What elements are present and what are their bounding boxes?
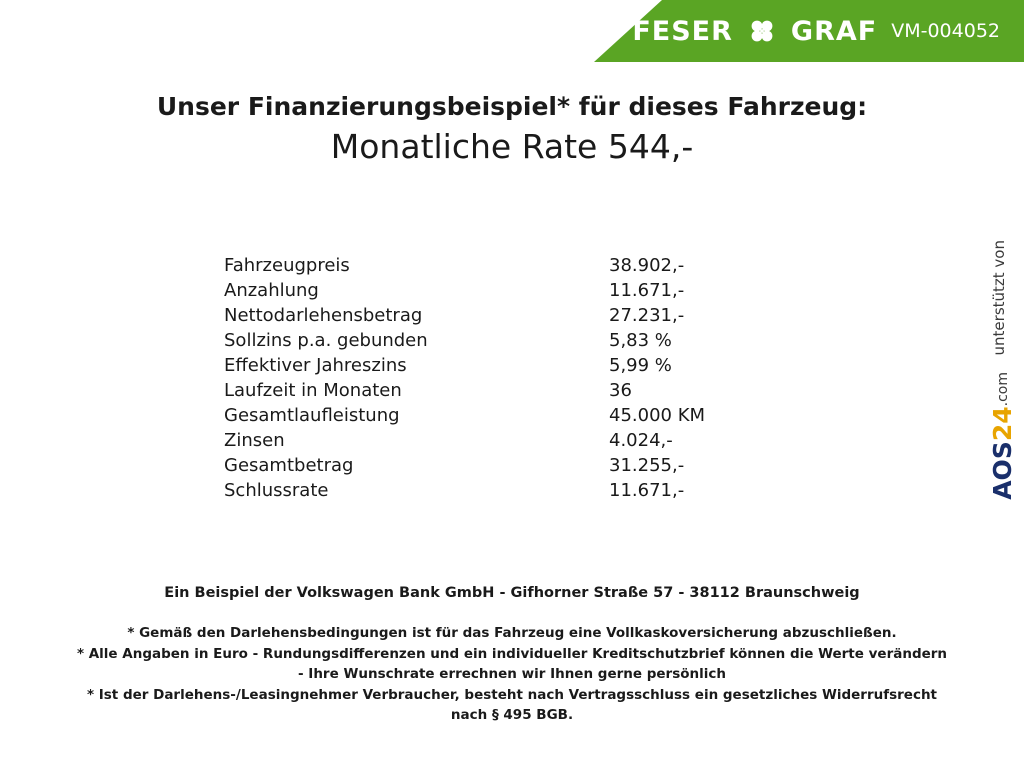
footer-note-line-3: - Ihre Wunschrate errechnen wir Ihnen gerne persönlich bbox=[298, 666, 726, 683]
row-value: 5,83 % bbox=[609, 330, 672, 351]
table-row bbox=[224, 255, 744, 280]
title-subheading: Unser Finanzierungsbeispiel* für dieses Fahrzeug: bbox=[156, 92, 868, 121]
row-label: Zinsen bbox=[224, 430, 285, 451]
aos24-logo-domain: .com bbox=[995, 372, 1011, 407]
footer-note-line-1: * Gemäß den Darlehensbedingungen ist für das Fahrzeug eine Vollkaskoversicherung abzuschließen. bbox=[127, 625, 897, 642]
row-label: Sollzins p.a. gebunden bbox=[224, 330, 428, 351]
row-value: 11.671,- bbox=[609, 280, 685, 301]
table-row bbox=[224, 430, 744, 455]
row-label: Gesamtlaufleistung bbox=[224, 405, 400, 426]
row-label: Nettodarlehensbetrag bbox=[224, 305, 423, 326]
row-label: Fahrzeugpreis bbox=[224, 255, 350, 276]
row-label: Effektiver Jahreszins bbox=[224, 355, 407, 376]
row-label: Gesamtbetrag bbox=[224, 455, 354, 476]
page-footer bbox=[0, 585, 1024, 726]
aos24-logo-a: A bbox=[988, 480, 1017, 500]
title-monthly-rate: Monatliche Rate 544,- bbox=[330, 127, 694, 166]
finance-table bbox=[224, 255, 744, 505]
row-label: Anzahlung bbox=[224, 280, 319, 301]
table-row bbox=[224, 480, 744, 505]
table-row bbox=[224, 330, 744, 355]
brand-name-feser: FESER bbox=[632, 15, 733, 47]
row-value: 45.000 KM bbox=[609, 405, 706, 426]
table-row bbox=[224, 355, 744, 380]
row-value: 38.902,- bbox=[609, 255, 685, 276]
aos24-logo-s: S bbox=[988, 441, 1017, 460]
clover-icon bbox=[749, 18, 775, 44]
footer-note-line-2: * Alle Angaben in Euro - Rundungsdifferenzen und ein individueller Kreditschutzbrief können die Werte verändern bbox=[76, 645, 948, 662]
page-title bbox=[0, 92, 1024, 166]
table-row bbox=[224, 280, 744, 305]
row-label: Laufzeit in Monaten bbox=[224, 380, 402, 401]
footer-disclaimer bbox=[0, 623, 1024, 726]
vehicle-id: VM-004052 bbox=[891, 20, 1000, 42]
footer-note-line-4: * Ist der Darlehens-/Leasingnehmer Verbraucher, besteht nach Vertragsschluss ein gesetzliches Widerrufsrecht bbox=[86, 686, 938, 703]
supported-by-sidebar bbox=[988, 240, 1018, 530]
row-value: 27.231,- bbox=[609, 305, 685, 326]
brand-banner-content bbox=[632, 0, 1024, 62]
brand-name-graf: GRAF bbox=[790, 15, 878, 47]
row-label: Schlussrate bbox=[224, 480, 329, 501]
page-header bbox=[0, 0, 1024, 62]
aos24-logo bbox=[988, 372, 1017, 500]
row-value: 31.255,- bbox=[609, 455, 685, 476]
row-value: 11.671,- bbox=[609, 480, 685, 501]
aos24-logo-o: O bbox=[988, 459, 1017, 481]
aos24-logo-24: 24 bbox=[988, 406, 1017, 442]
supported-by-label: unterstützt von bbox=[990, 240, 1008, 356]
row-value: 4.024,- bbox=[609, 430, 673, 451]
footer-note-line-5: nach § 495 BGB. bbox=[450, 707, 574, 724]
table-row bbox=[224, 305, 744, 330]
table-row bbox=[224, 455, 744, 480]
footer-bank-line: Ein Beispiel der Volkswagen Bank GmbH - Gifhorner Straße 57 - 38112 Braunschweig bbox=[164, 585, 860, 602]
table-row bbox=[224, 405, 744, 430]
table-row bbox=[224, 380, 744, 405]
row-value: 36 bbox=[609, 380, 632, 401]
row-value: 5,99 % bbox=[609, 355, 672, 376]
